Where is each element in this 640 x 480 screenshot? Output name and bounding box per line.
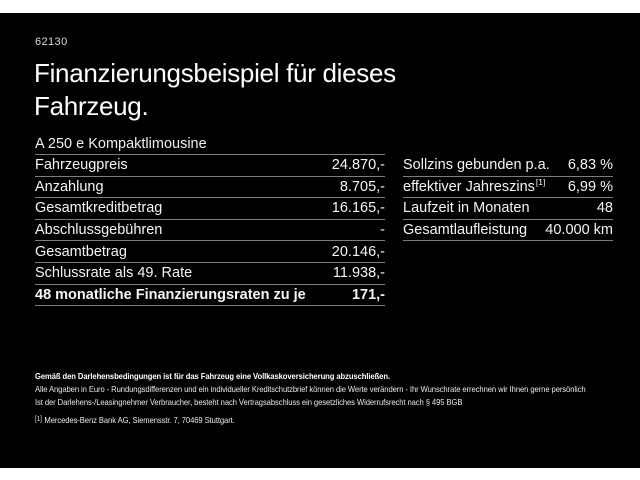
disclaimer-line: Alle Angaben in Euro - Rundungsdifferenzen und ein individueller Kreditschutzbrief können die Werte verändern - Ihr Wunschrate errechnen wir Ihnen gerne persönlich xyxy=(35,384,586,394)
financing-table-right xyxy=(403,155,613,241)
table-row-monatsrate-total xyxy=(35,285,385,307)
row-value: 20.146,- xyxy=(331,243,385,260)
table-row-anzahlung xyxy=(35,177,385,199)
footnote-marker: [1] xyxy=(535,177,546,188)
row-label-text: effektiver Jahreszins xyxy=(403,178,535,195)
row-label xyxy=(403,179,545,195)
financing-panel xyxy=(0,13,640,468)
row-value: 6,99 % xyxy=(567,178,613,195)
table-row-gesamtbetrag xyxy=(35,241,385,263)
bank-reference-text: Mercedes-Benz Bank AG, Siemensstr. 7, 70469 Stuttgart. xyxy=(44,415,235,425)
row-label: Gesamtbetrag xyxy=(35,243,127,260)
row-label: Laufzeit in Monaten xyxy=(403,200,530,217)
row-value: 16.165,- xyxy=(331,200,385,217)
page-title: Finanzierungsbeispiel für dieses Fahrzeug. xyxy=(34,58,396,121)
footnote-marker: [1] xyxy=(35,416,42,423)
financing-table-left xyxy=(35,133,385,306)
row-label: Anzahlung xyxy=(35,178,104,195)
row-label: Sollzins gebunden p.a. xyxy=(403,157,550,174)
row-value: 171,- xyxy=(351,286,385,303)
row-label: Gesamtkreditbetrag xyxy=(35,200,163,217)
table-row-laufzeit xyxy=(403,198,613,220)
table-row-schlussrate xyxy=(35,263,385,285)
table-row-fahrzeugpreis xyxy=(35,155,385,177)
table-row-gesamtlaufleistung xyxy=(403,220,613,242)
row-value: 11.938,- xyxy=(332,265,385,282)
row-label: Schlussrate als 49. Rate xyxy=(35,265,193,282)
row-value: - xyxy=(380,222,385,239)
table-row-abschlussgebuehren xyxy=(35,220,385,242)
row-label: Fahrzeugpreis xyxy=(35,157,128,174)
row-value: 40.000 km xyxy=(545,222,613,239)
row-value: 8.705,- xyxy=(339,178,385,195)
insurance-note: Gemäß den Darlehensbedingungen ist für das Fahrzeug eine Vollkaskoversicherung abzuschließen. xyxy=(35,371,390,381)
vehicle-model: A 250 e Kompaktlimousine xyxy=(35,133,385,155)
row-value: 24.870,- xyxy=(331,157,385,174)
row-label: Abschlussgebühren xyxy=(35,222,163,239)
row-value: 48 xyxy=(596,200,613,217)
row-label: 48 monatliche Finanzierungsraten zu je xyxy=(35,286,306,303)
table-row-effektiver-jahreszins xyxy=(403,177,613,199)
table-row-sollzins xyxy=(403,155,613,177)
table-row-gesamtkreditbetrag xyxy=(35,198,385,220)
withdrawal-note: Ist der Darlehens-/Leasingnehmer Verbraucher, besteht nach Vertragsabschluss ein gesetzliches Widerrufsrecht nach § 495 BGB xyxy=(35,397,463,407)
bank-reference xyxy=(35,413,571,427)
row-value: 6,83 % xyxy=(567,157,613,174)
vehicle-id: 62130 xyxy=(35,36,68,48)
legal-fineprint xyxy=(35,370,630,427)
row-label: Gesamtlaufleistung xyxy=(403,222,528,239)
